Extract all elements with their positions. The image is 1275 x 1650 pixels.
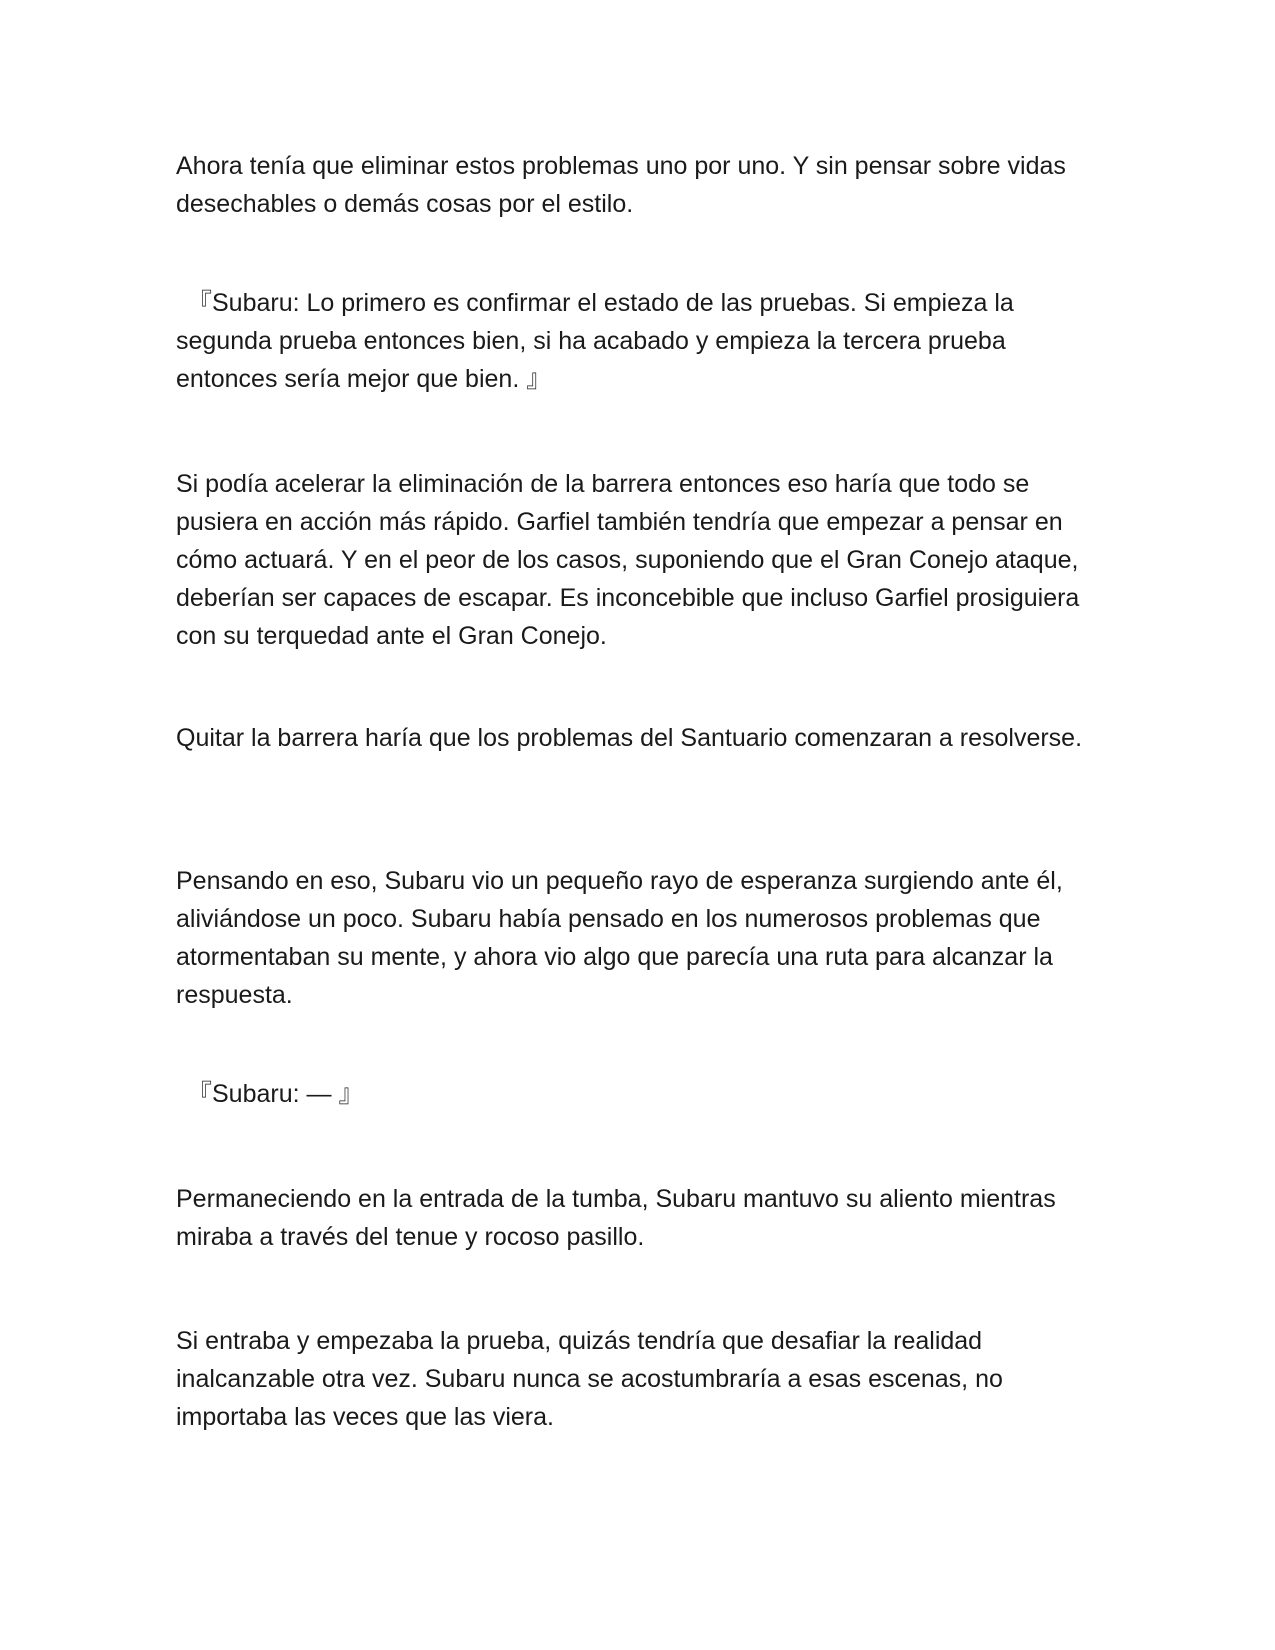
paragraph-8: Si entraba y empezaba la prueba, quizás tendría que desafiar la realidad inalcanzable otra vez. Subaru nunca se acostumbraría a esas escenas, no importaba las veces que las viera. [176,1327,1003,1431]
paragraph-1: Ahora tenía que eliminar estos problemas uno por uno. Y sin pensar sobre vidas desechables o demás cosas por el estilo. [176,152,1066,218]
paragraph-3: Si podía acelerar la eliminación de la barrera entonces eso haría que todo se pusiera en acción más rápido. Garfiel también tendría que empezar a pensar en cómo actuará. Y en el peor de los casos, suponiendo que el Gran Conejo ataque, deberían ser capaces de escapar. Es inconcebible que incluso Garfiel prosiguiera con su terquedad ante el Gran Conejo. [176,470,1080,650]
paragraph-4: Quitar la barrera haría que los problemas del Santuario comenzaran a resolverse. [176,724,1083,752]
dialogue-subaru-1: 『Subaru: Lo primero es confirmar el estado de las pruebas. Si empieza la segunda prueba entonces bien, si ha acabado y empieza la tercera prueba entonces sería mejor que bien. 』 [176,289,1014,393]
paragraph-7: Permaneciendo en la entrada de la tumba, Subaru mantuvo su aliento mientras miraba a través del tenue y rocoso pasillo. [176,1185,1056,1251]
dialogue-subaru-2: 『Subaru: — 』 [187,1080,364,1108]
paragraph-5: Pensando en eso, Subaru vio un pequeño rayo de esperanza surgiendo ante él, aliviándose un poco. Subaru había pensado en los numerosos problemas que atormentaban su mente, y ahora vio algo que parecía una ruta para alcanzar la respuesta. [176,867,1063,1009]
